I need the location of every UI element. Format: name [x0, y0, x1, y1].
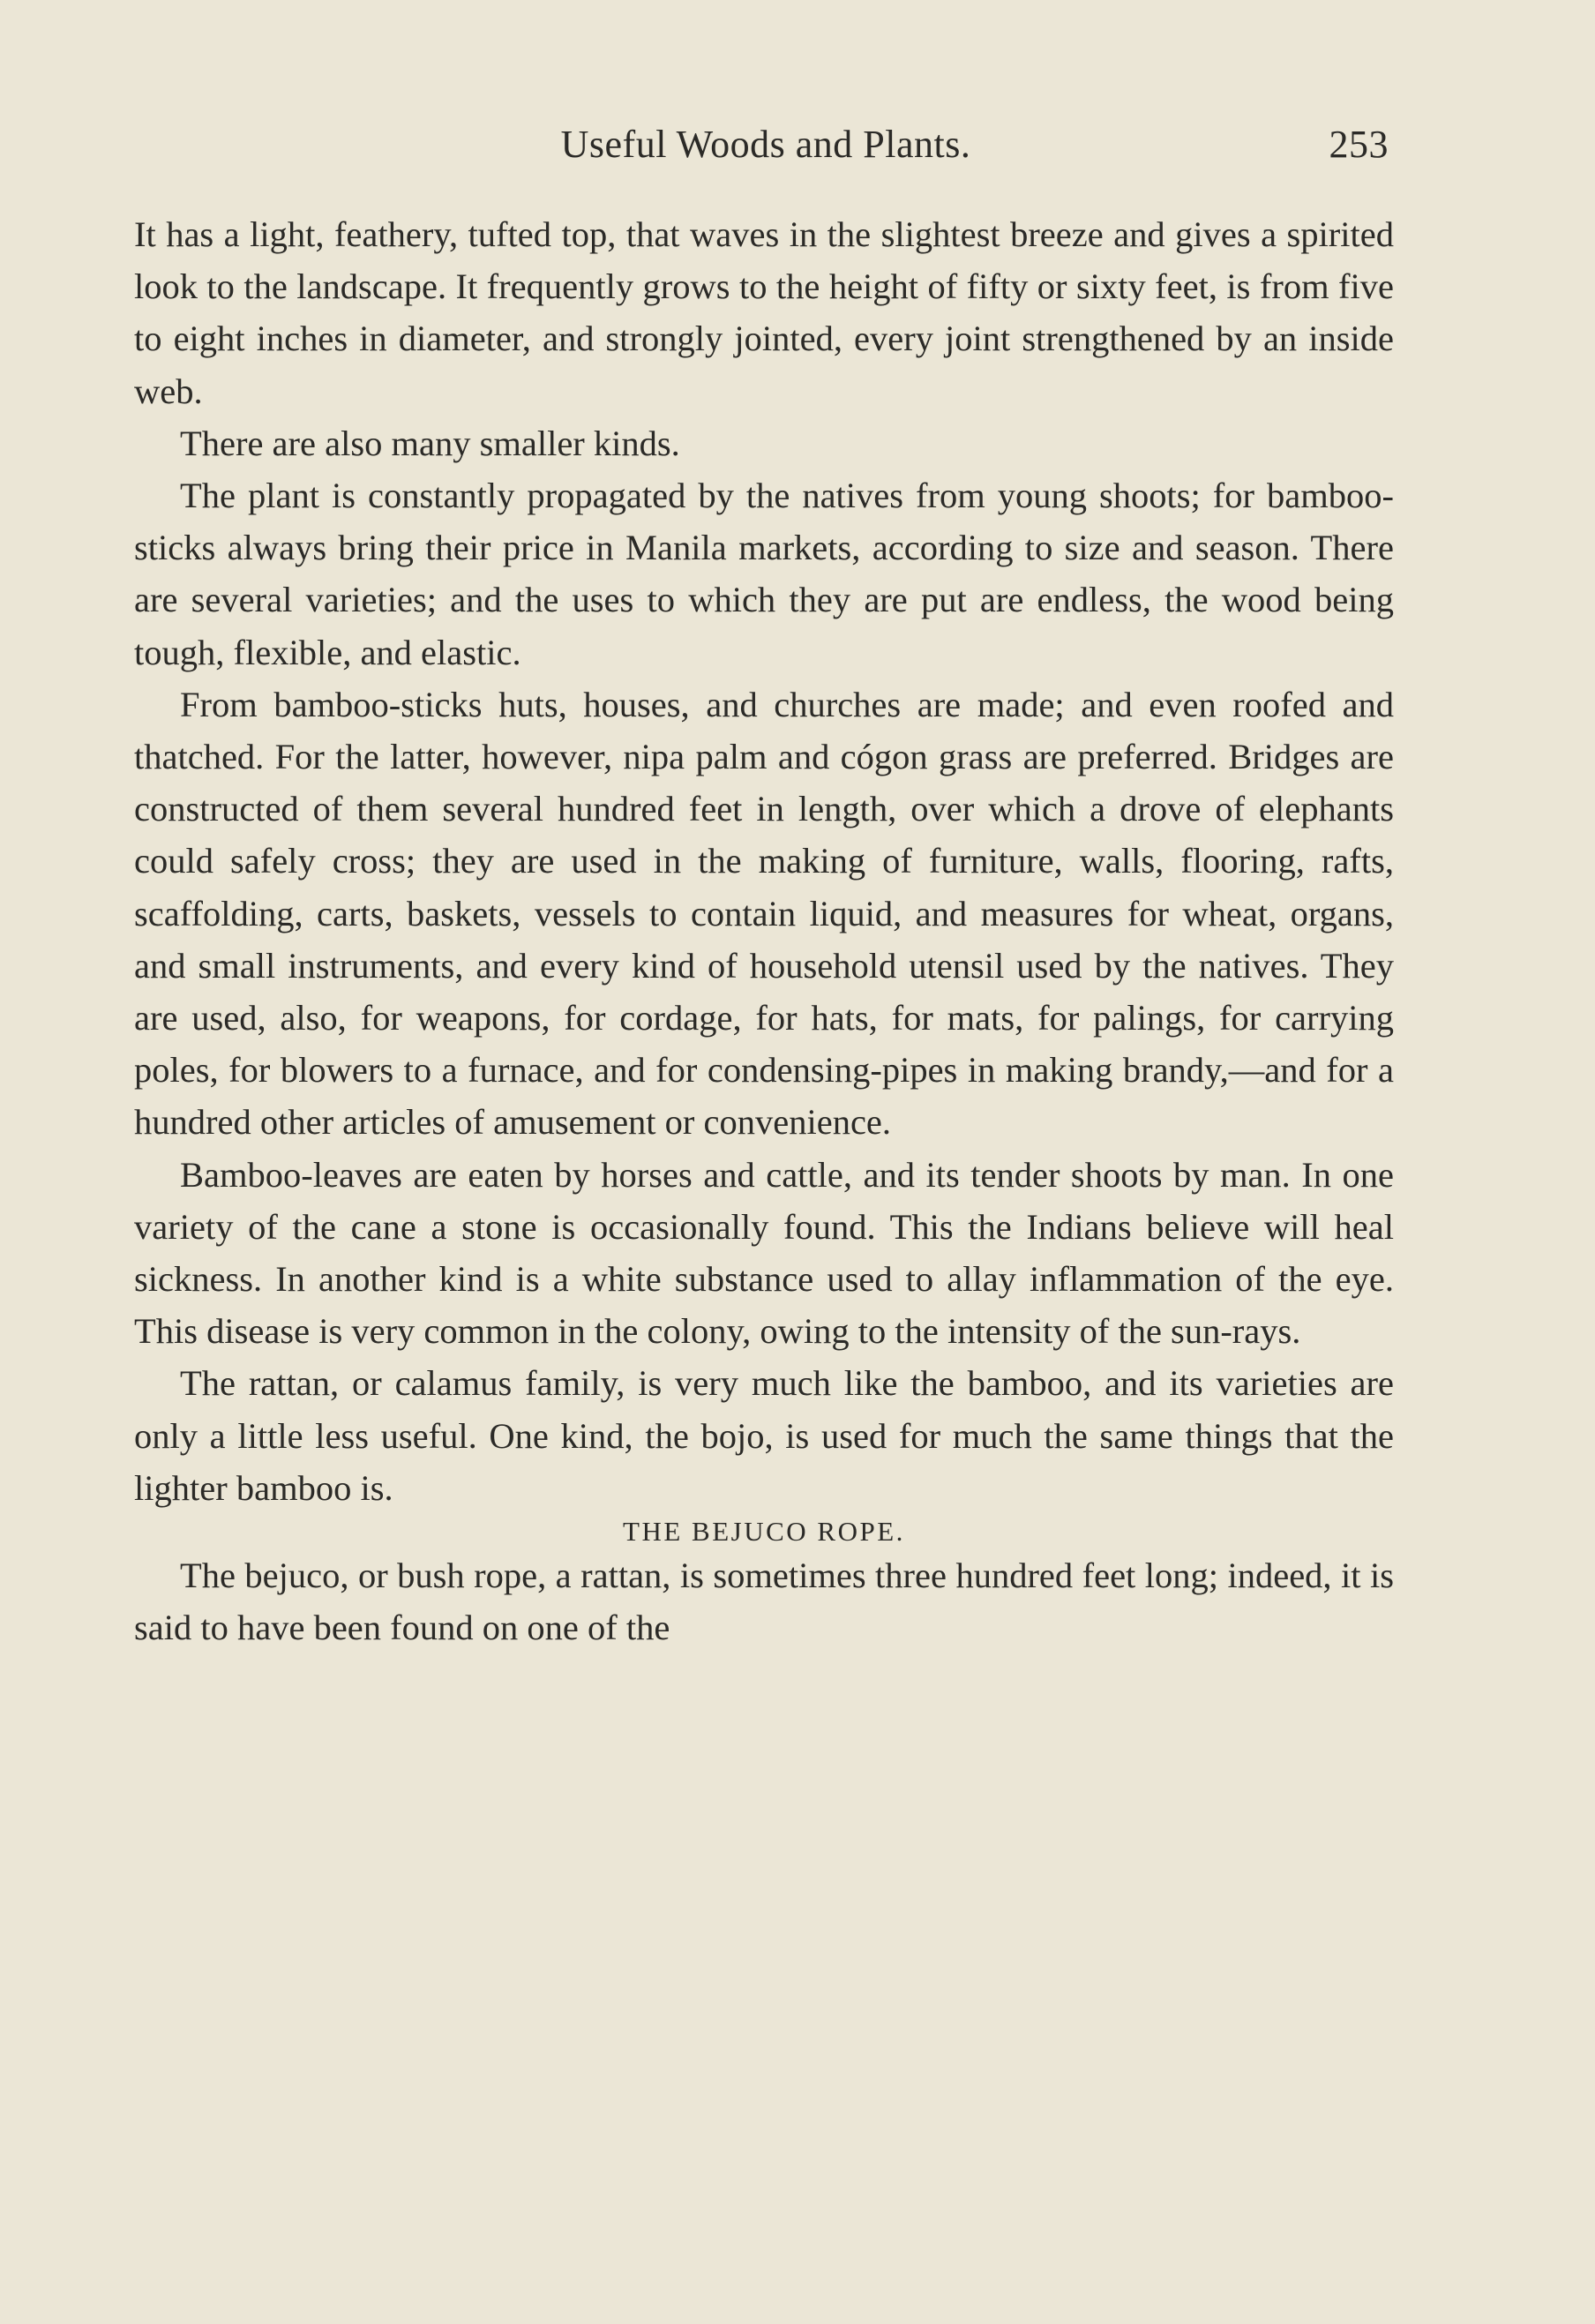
paragraph-bamboo-description: It has a light, feathery, tufted top, that waves in the slightest breeze and gives a spirited look to the landscape. It frequently grows to the height of fifty or sixty feet, is from five to eight inches in diameter, and strongly jointed, every joint strengthened by an inside web. — [134, 214, 1394, 411]
running-head — [134, 122, 1397, 175]
paragraph-smaller-kinds: There are also many smaller kinds. — [180, 423, 680, 463]
paragraph-leaves-and-shoots: Bamboo-leaves are eaten by horses and cattle, and its tender shoots by man. In one variety of the cane a stone is occasionally found. This the Indians believe will heal sickness. In another kind is a white substance used to allay inflammation of the eye. This disease is very common in the colony, owing to the intensity of the sun-rays. — [134, 1154, 1394, 1352]
page-number: 253 — [1329, 123, 1389, 166]
section-heading: THE BEJUCO ROPE. — [623, 1516, 905, 1548]
body-text — [134, 208, 1394, 1653]
paragraph-bejuco: The bejuco, or bush rope, a rattan, is sometimes three hundred feet long; indeed, it is said to have been found on one of the — [134, 1556, 1394, 1648]
paragraph-rattan: The rattan, or calamus family, is very much like the bamboo, and its varieties are only a little less useful. One kind, the bojo, is used for much the same things that the lighter bamboo is. — [134, 1363, 1394, 1508]
paragraph-propagation: The plant is constantly propagated by the natives from young shoots; for bamboo-sticks always bring their price in Manila markets, according to size and season. There are several varieties; and the uses to which they are put are endless, the wood being tough, flexible, and elastic. — [134, 476, 1394, 672]
running-title: Useful Woods and Plants. — [560, 123, 971, 166]
paragraph-uses: From bamboo-sticks huts, houses, and churches are made; and even roofed and thatched. For the latter, however, nipa palm and cógon grass are preferred. Bridges are constructed of them several hundred feet in length, over which a drove of elephants could safely cross; they are used in the making of furniture, walls, flooring, rafts, scaffolding, carts, baskets, vessels to contain liquid, and measures for wheat, organs, and small instruments, and every kind of household utensil used by the natives. They are used, also, for weapons, for cordage, for hats, for mats, for palings, for carrying poles, for blowers to a furnace, and for condensing-pipes in making brandy,—and for a hundred other articles of amusement or convenience. — [134, 684, 1394, 1143]
